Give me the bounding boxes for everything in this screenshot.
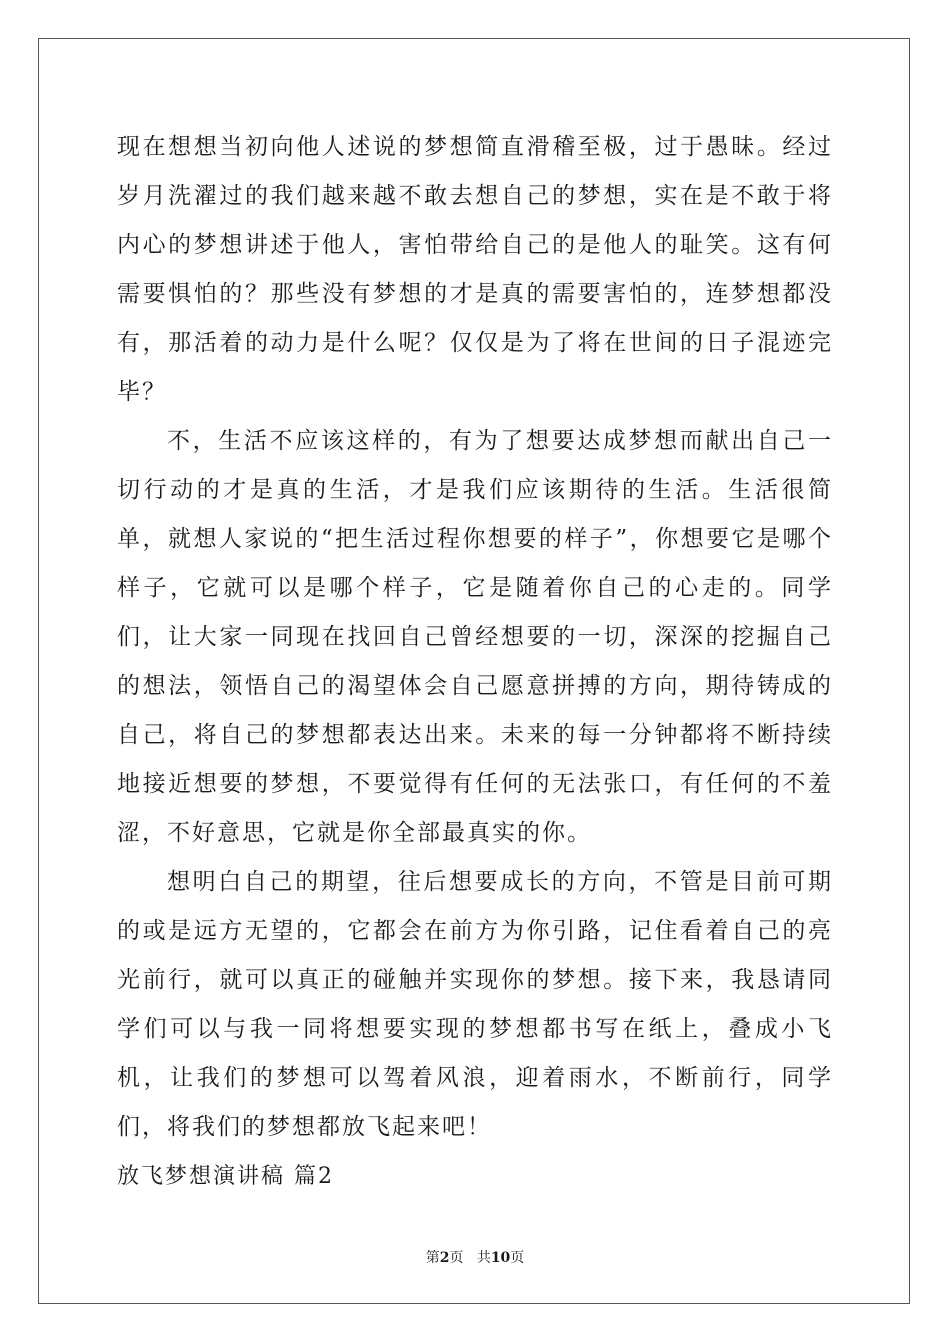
paragraph-2: 不，生活不应该这样的，有为了想要达成梦想而献出自己一切行动的才是真的生活，才是我们应该期待的生活。生活很简单，就想人家说的“把生活过程你想要的样子”，你想要它是哪个样子，它就可以是哪个样子，它是随着你自己的心走的。同学们，让大家一同现在找回自己曾经想要的一切，深深的挖掘自己的想法，领悟自己的渴望体会自己愿意拼搏的方向，期待铸成的自己，将自己的梦想都表达出来。未来的每一分钟都将不断持续地接近想要的梦想，不要觉得有任何的无法张口，有任何的不羞涩，不好意思，它就是你全部最真实的你。 bbox=[117, 428, 833, 846]
document-body bbox=[117, 123, 833, 1201]
page-number-current: 2 bbox=[439, 1250, 450, 1266]
page-footer bbox=[0, 1247, 950, 1267]
page-total-prefix: 共 bbox=[476, 1250, 491, 1266]
page-total-suffix: 页 bbox=[510, 1250, 525, 1266]
page-total: 10 bbox=[490, 1250, 511, 1266]
page-number-prefix: 第 bbox=[425, 1250, 440, 1266]
paragraph-1: 现在想想当初向他人述说的梦想简直滑稽至极，过于愚昧。经过岁月洗濯过的我们越来越不敢去想自己的梦想，实在是不敢于将内心的梦想讲述于他人，害怕带给自己的是他人的耻笑。这有何需要惧怕的？那些没有梦想的才是真的需要害怕的，连梦想都没有，那活着的动力是什么呢？仅仅是为了将在世间的日子混迹完毕？ bbox=[117, 134, 833, 405]
paragraph-3: 想明白自己的期望，往后想要成长的方向，不管是目前可期的或是远方无望的，它都会在前方为你引路，记住看着自己的亮光前行，就可以真正的碰触并实现你的梦想。接下来，我恳请同学们可以与我一同将想要实现的梦想都书写在纸上，叠成小飞机，让我们的梦想可以驾着风浪，迎着雨水，不断前行，同学们，将我们的梦想都放飞起来吧！ bbox=[117, 869, 833, 1140]
section-heading: 放飞梦想演讲稿 篇2 bbox=[117, 1164, 334, 1189]
page-number-suffix: 页 bbox=[449, 1250, 464, 1266]
